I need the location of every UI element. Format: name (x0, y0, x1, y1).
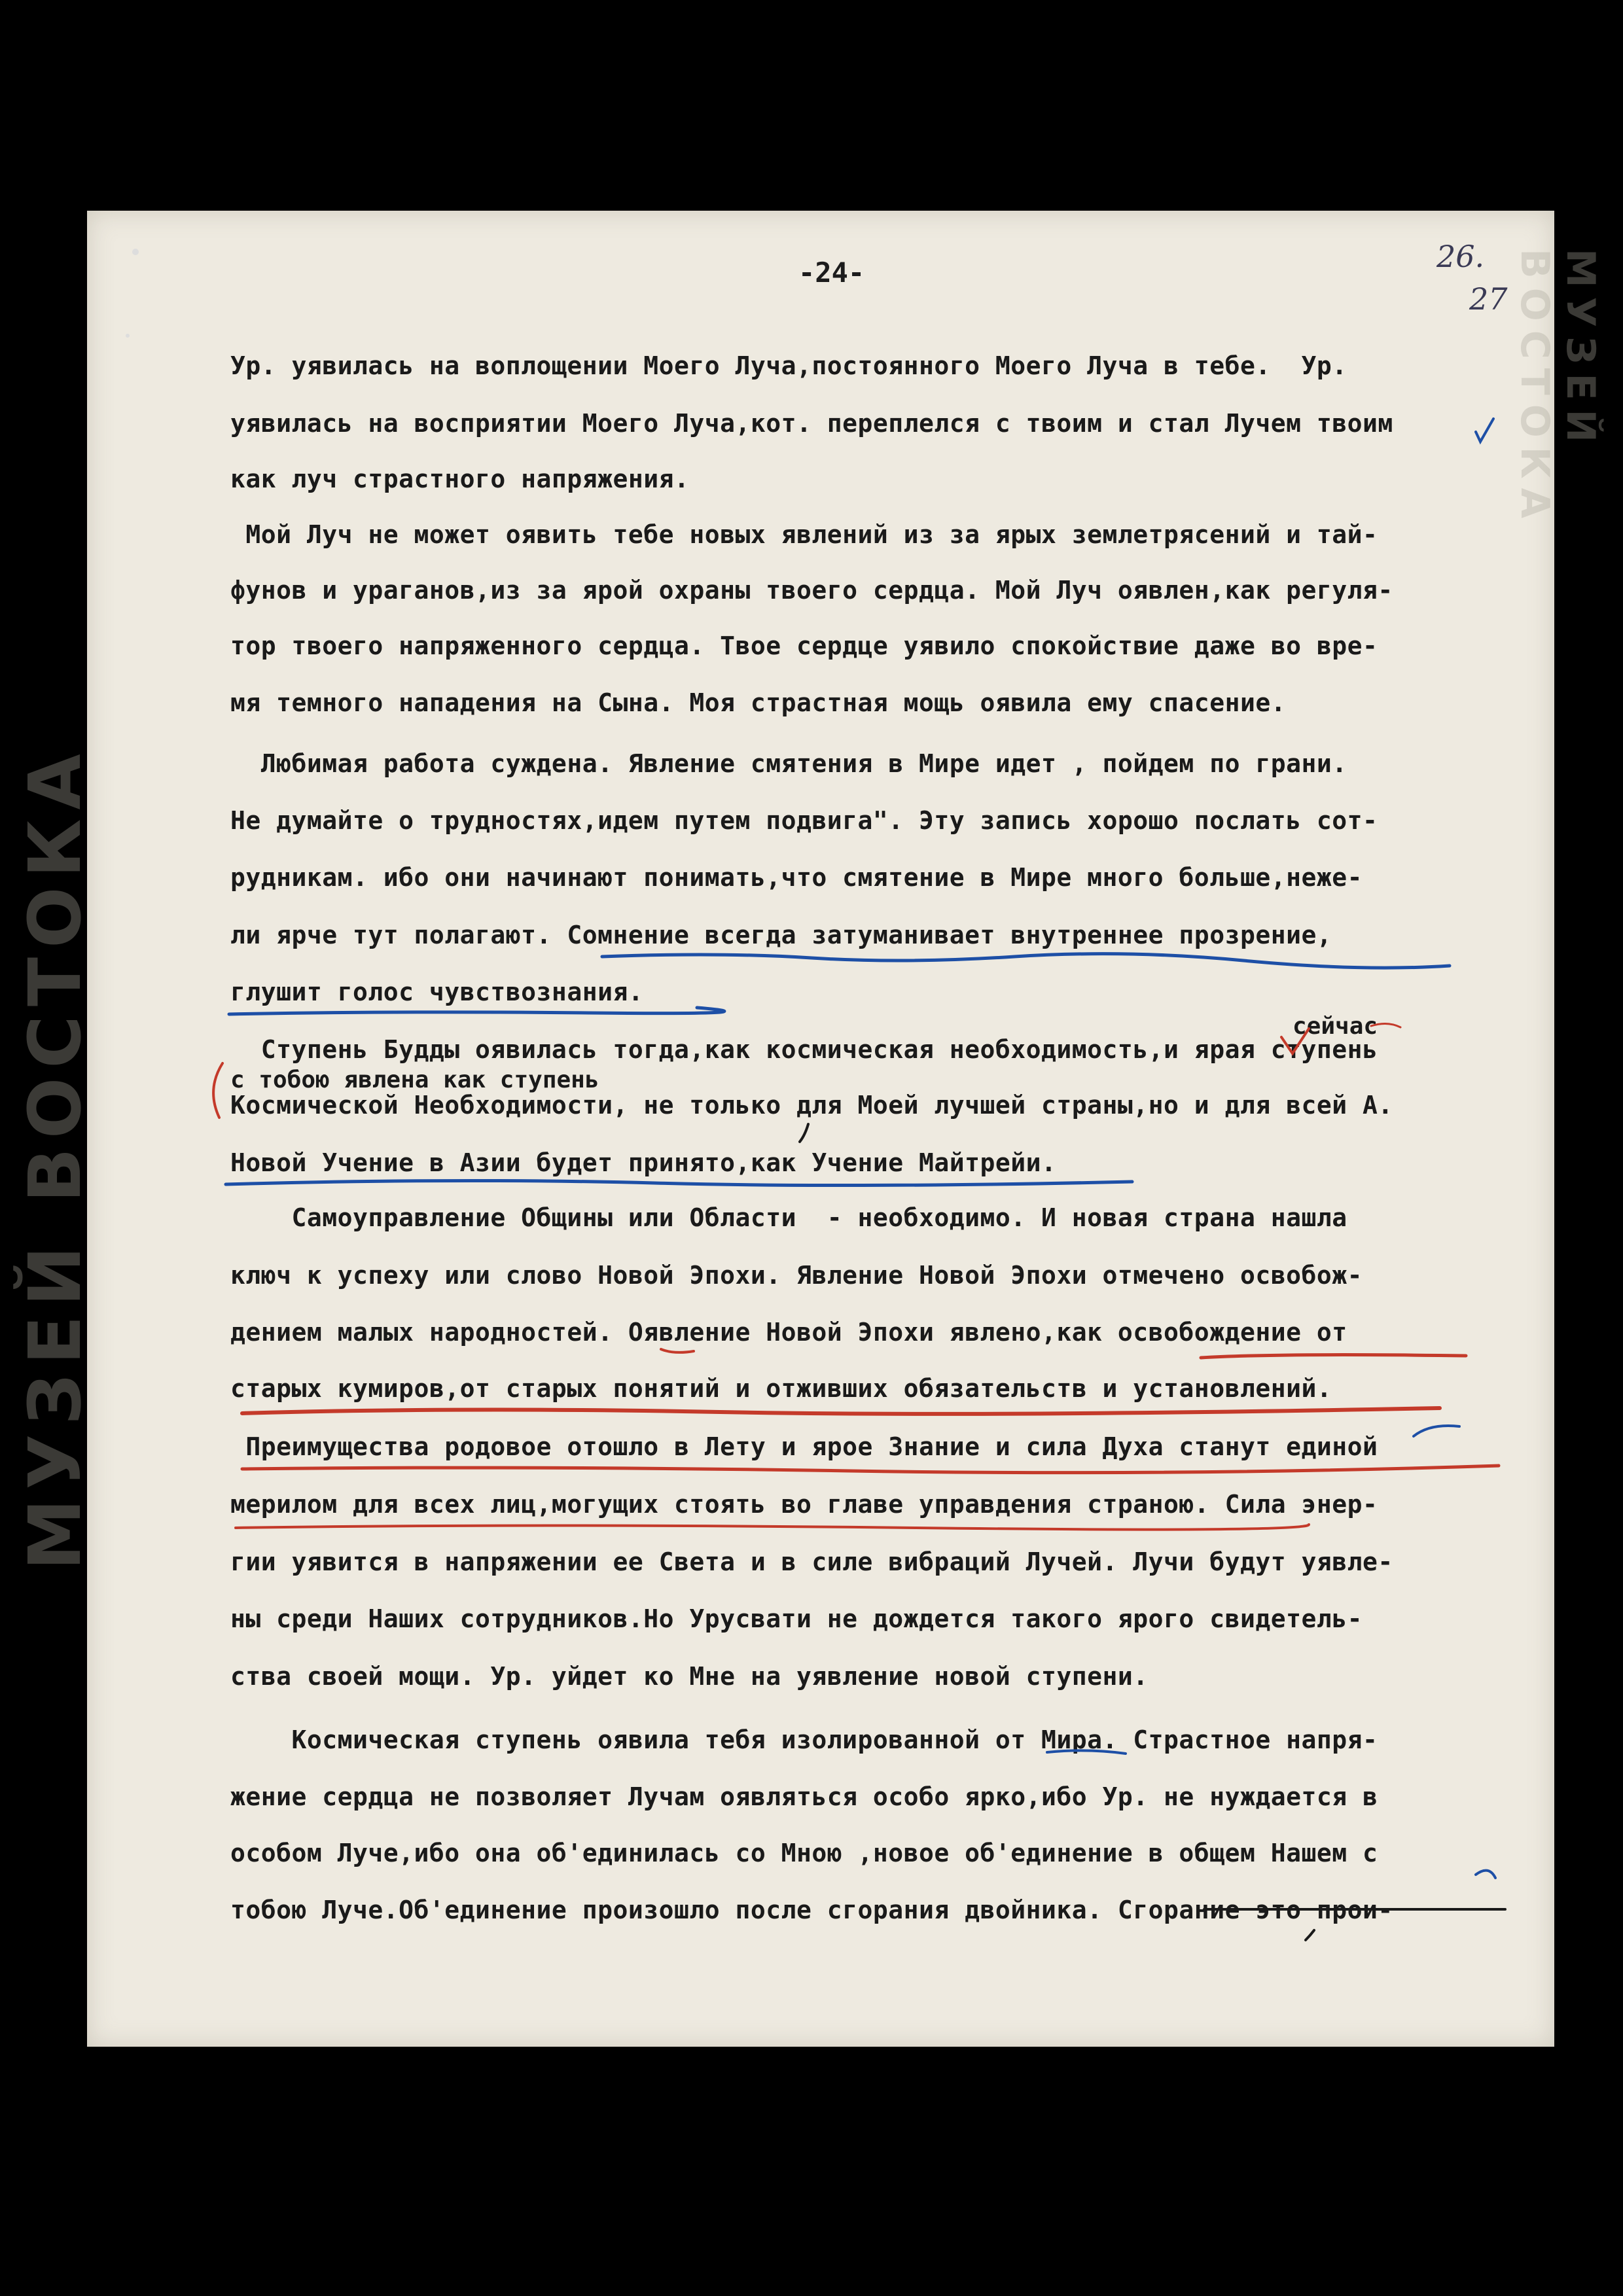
text-line: тобою Луче.Об'единение произошло после сгорания двойника. Сгорание это прои- (230, 1896, 1393, 1924)
text-line: Новой Учение в Азии будет принято,как Учение Майтрейи. (230, 1148, 1057, 1177)
archive-number-bottom: 27 (1469, 281, 1508, 317)
text-line: жение сердца не позволяет Лучам оявляться особо ярко,ибо Ур. не нуждается в (230, 1782, 1378, 1811)
text-line: Космическая ступень оявила тебя изолированной от Мира. Страстное напря- (230, 1725, 1378, 1754)
text-line: ли ярче тут полагают. Сомнение всегда затуманивает внутреннее прозрение, (230, 921, 1332, 949)
text-line: старых кумиров,от старых понятий и отживших обязательств и установлений. (230, 1374, 1332, 1403)
text-line: Преимущества родовое отошло в Лету и ярое Знание и сила Духа станут единой (230, 1432, 1378, 1461)
watermark-right: МУЗЕЙ ВОСТОКА (1512, 249, 1603, 528)
text-line: рудникам. ибо они начинают понимать,что смятение в Мире много больше,неже- (230, 863, 1363, 892)
text-line: ны среди Наших сотрудников.Но Урусвати не дождется такого ярого свидетель- (230, 1604, 1363, 1633)
text-line: Ступень Будды оявилась тогда,как космическая необходимость,и ярая ступень (230, 1035, 1378, 1064)
inserted-word: сейчас (1293, 1013, 1378, 1040)
text-line: Не думайте о трудностях,идем путем подвига". Эту запись хорошо послать сот- (230, 806, 1378, 835)
text-line: ства своей мощи. Ур. уйдет ко Мне на уявление новой ступени. (230, 1662, 1149, 1691)
text-line: тор твоего напряженного сердца. Твое сердце уявило спокойствие даже во вре- (230, 631, 1378, 660)
text-line: глушит голос чувствознания. (230, 978, 644, 1006)
text-line: ключ к успеху или слово Новой Эпохи. Явление Новой Эпохи отмечено освобож- (230, 1261, 1363, 1290)
text-line: дением малых народностей. Оявление Новой Эпохи явлено,как освобождение от (230, 1318, 1347, 1347)
inserted-line: с тобою явлена как ступень (230, 1067, 599, 1093)
text-line: как луч страстного напряжения. (230, 465, 690, 493)
text-line: мерилом для всех лиц,могущих стоять во главе управдения страною. Сила энер- (230, 1490, 1378, 1519)
text-line: гии уявится в напряжении ее Света и в силе вибраций Лучей. Лучи будут уявле- (230, 1547, 1393, 1576)
text-line: Космической Необходимости, не только для Моей лучшей страны,но и для всей А. (230, 1091, 1393, 1120)
text-line: Любимая работа суждена. Явление смятения в Мире идет , пойдем по грани. (230, 749, 1347, 778)
margin-dot (126, 334, 130, 338)
text-line: Ур. уявилась на воплощении Моего Луча,постоянного Моего Луча в тебе. Ур. (230, 351, 1347, 380)
text-line: фунов и ураганов,из за ярой охраны твоего сердца. Мой Луч оявлен,как регуля- (230, 576, 1393, 605)
text-line: особом Луче,ибо она об'единилась со Мною ,новое об'единение в общем Нашем с (230, 1839, 1378, 1867)
text-line: мя темного нападения на Сына. Моя страстная мощь оявила ему спасение. (230, 688, 1287, 717)
text-line: Самоуправление Общины или Области - необходимо. И новая страна нашла (230, 1203, 1347, 1232)
text-line: Мой Луч не может оявить тебе новых явлений из за ярых землетрясений и тай- (230, 520, 1378, 549)
text-line: уявилась на восприятии Моего Луча,кот. переплелся с твоим и стал Лучем твоим (230, 409, 1393, 438)
archive-number-top: 26. (1436, 239, 1485, 274)
page-number: -24- (798, 256, 865, 289)
margin-dot (132, 249, 139, 255)
watermark-left: МУЗЕЙ ВОСТОКА (13, 745, 97, 1570)
